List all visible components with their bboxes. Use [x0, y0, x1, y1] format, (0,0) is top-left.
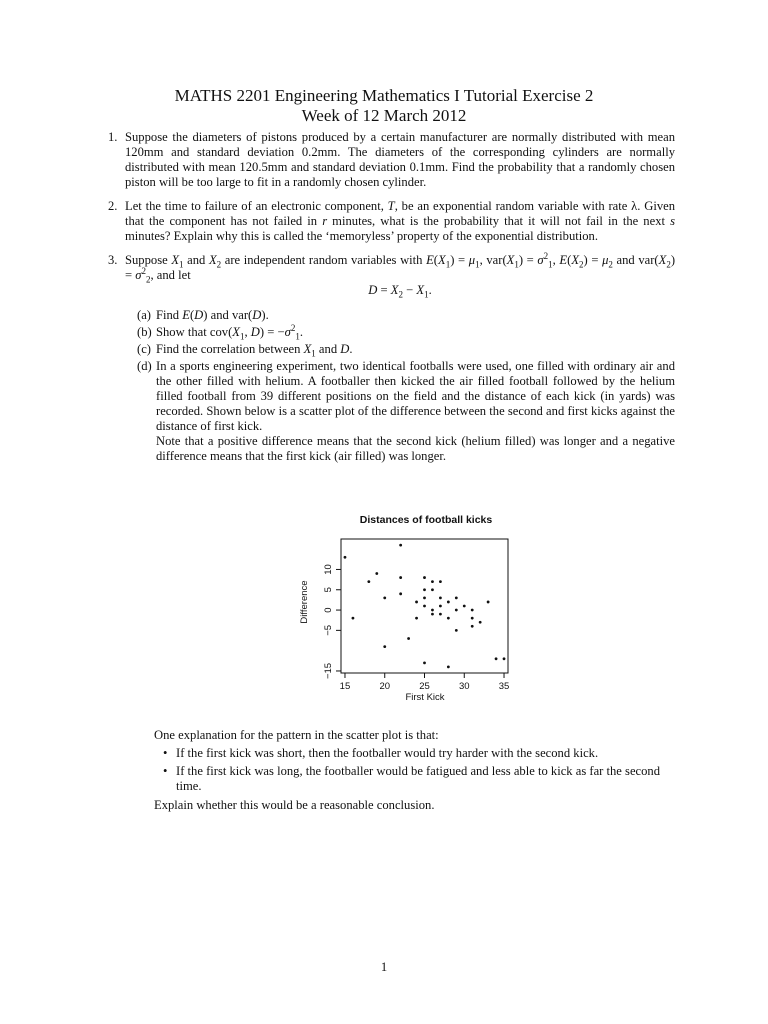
discussion — [154, 728, 676, 813]
data-point — [399, 592, 402, 595]
data-point — [423, 596, 426, 599]
data-point — [463, 605, 466, 608]
y-tick-label: −5 — [323, 624, 334, 636]
question-3-number: 3. — [108, 253, 118, 267]
question-1 — [108, 130, 675, 190]
bullet-icon: • — [163, 764, 168, 778]
question-3 — [108, 250, 676, 464]
question-3d-paragraph-2: Note that a positive difference means that the second kick (helium filled) was longer and a negative difference means that the first kick (air filled) was longer. — [156, 434, 675, 463]
question-3b-text: Show that $cov(X_1$, $D) = -\sigma^2_1$. — [156, 322, 303, 342]
question-3c — [125, 342, 675, 357]
data-point — [471, 609, 474, 612]
question-1-text: Suppose the diameters of pistons produced by a certain manufacturer are normally distributed with mean 120mm and standard deviation 0.2mm. The diameters of the corresponding cylinders are normally distributed with mean 120.5mm and standard deviation 0.1mm. Find the probability that a randomly chosen piston will be too large to fit in a randomly chosen cylinder. — [125, 130, 675, 189]
question-2-number: 2. — [108, 199, 118, 213]
question-2-text: Let the time to failure of an electronic component, T, be an exponential random variable with rate λ. Given that the component has not failed in r minutes, what is the probability that it will not fail in the next s minutes? Explain why this is called the ‘memoryless’ property of the exponential distribution. — [125, 199, 676, 243]
y-tick-label: 5 — [323, 587, 334, 593]
title-line-1: MATHS 2201 Engineering Mathematics I Tutorial Exercise 2 — [174, 86, 594, 105]
x-tick-label: 25 — [419, 681, 430, 692]
discussion-bullet-2 — [154, 764, 676, 794]
x-tick-label: 35 — [498, 681, 510, 692]
data-point — [439, 605, 442, 608]
page-number: 1 — [380, 960, 388, 974]
data-point — [455, 629, 458, 632]
data-point — [431, 613, 434, 616]
data-point — [375, 572, 378, 575]
data-point — [399, 544, 402, 547]
scatter-chart-svg — [290, 510, 520, 710]
discussion-bullet-1-text: If the first kick was short, then the footballer would try harder with the second kick. — [176, 746, 599, 760]
data-point — [447, 601, 450, 604]
discussion-bullet-1 — [154, 746, 676, 761]
y-tick-label: 10 — [323, 564, 334, 575]
data-point — [344, 556, 347, 559]
bullet-icon: • — [163, 746, 168, 760]
data-point — [423, 588, 426, 591]
y-axis — [323, 564, 341, 679]
data-point — [455, 609, 458, 612]
question-3-intro: Suppose $X_1$ and $X_2$ are independent random variables with $E(X_1) = \mu_1$, $var(X_1) = \sigma^2_1$, $E(X_2) = \mu_2$ and $var(X_2) = \sigma^2_2$, and let — [125, 250, 676, 285]
data-point — [383, 645, 386, 648]
question-3c-label: (c) — [137, 342, 151, 356]
x-tick-label: 15 — [339, 681, 351, 692]
question-3d-label: (d) — [137, 359, 152, 373]
question-3-equation: $D = X_2 - X_1$. — [368, 283, 432, 300]
question-3b — [125, 322, 675, 342]
scatter-chart — [290, 510, 520, 710]
data-point — [503, 657, 506, 660]
data-point — [471, 617, 474, 620]
data-point — [471, 625, 474, 628]
question-3d-paragraph-1: In a sports engineering experiment, two identical footballs were used, one filled with ordinary air and the other filled with helium. A footballer then kicked the air filled football followed by the helium filled football from 39 different positions on the field and the distance of each kick (in yards) was recorded. Shown below is a scatter plot of the difference between the second and first kicks against the distance of first kick. — [156, 359, 675, 433]
data-points — [344, 544, 506, 669]
y-axis-label: Difference — [299, 580, 310, 624]
data-point — [479, 621, 482, 624]
title-line-2: Week of 12 March 2012 — [301, 106, 467, 125]
question-3d — [125, 359, 675, 464]
x-tick-label: 20 — [379, 681, 391, 692]
data-point — [447, 666, 450, 669]
discussion-conclusion: Explain whether this would be a reasonable conclusion. — [154, 798, 435, 812]
data-point — [447, 617, 450, 620]
data-point — [495, 657, 498, 660]
data-point — [439, 580, 442, 583]
data-point — [439, 596, 442, 599]
data-point — [399, 576, 402, 579]
data-point — [423, 661, 426, 664]
data-point — [367, 580, 370, 583]
data-point — [431, 580, 434, 583]
data-point — [431, 588, 434, 591]
data-point — [407, 637, 410, 640]
y-tick-label: 0 — [323, 607, 334, 613]
y-tick-label: −15 — [323, 662, 334, 680]
question-1-number: 1. — [108, 130, 118, 144]
data-point — [455, 596, 458, 599]
data-point — [352, 617, 355, 620]
question-3c-text: Find the correlation between $X_1$ and D. — [156, 342, 353, 359]
data-point — [415, 617, 418, 620]
question-list — [108, 130, 675, 473]
discussion-bullet-2-text: If the first kick was long, the footballer would be fatigued and less able to kick as far the second time. — [176, 764, 661, 793]
data-point — [423, 605, 426, 608]
document-title — [0, 86, 768, 126]
data-point — [423, 576, 426, 579]
chart-title: Distances of football kicks — [359, 514, 493, 526]
question-3a-label: (a) — [137, 308, 151, 322]
question-2 — [108, 199, 675, 244]
question-3a — [125, 308, 675, 323]
x-axis — [340, 673, 510, 692]
data-point — [439, 613, 442, 616]
question-3b-label: (b) — [137, 325, 152, 339]
discussion-intro: One explanation for the pattern in the scatter plot is that: — [154, 728, 439, 742]
data-point — [383, 596, 386, 599]
data-point — [431, 609, 434, 612]
x-tick-label: 30 — [458, 681, 470, 692]
data-point — [415, 601, 418, 604]
x-axis-label: First Kick — [405, 692, 445, 703]
question-3a-text: Find E(D) and var(D). — [156, 308, 269, 322]
data-point — [487, 601, 490, 604]
